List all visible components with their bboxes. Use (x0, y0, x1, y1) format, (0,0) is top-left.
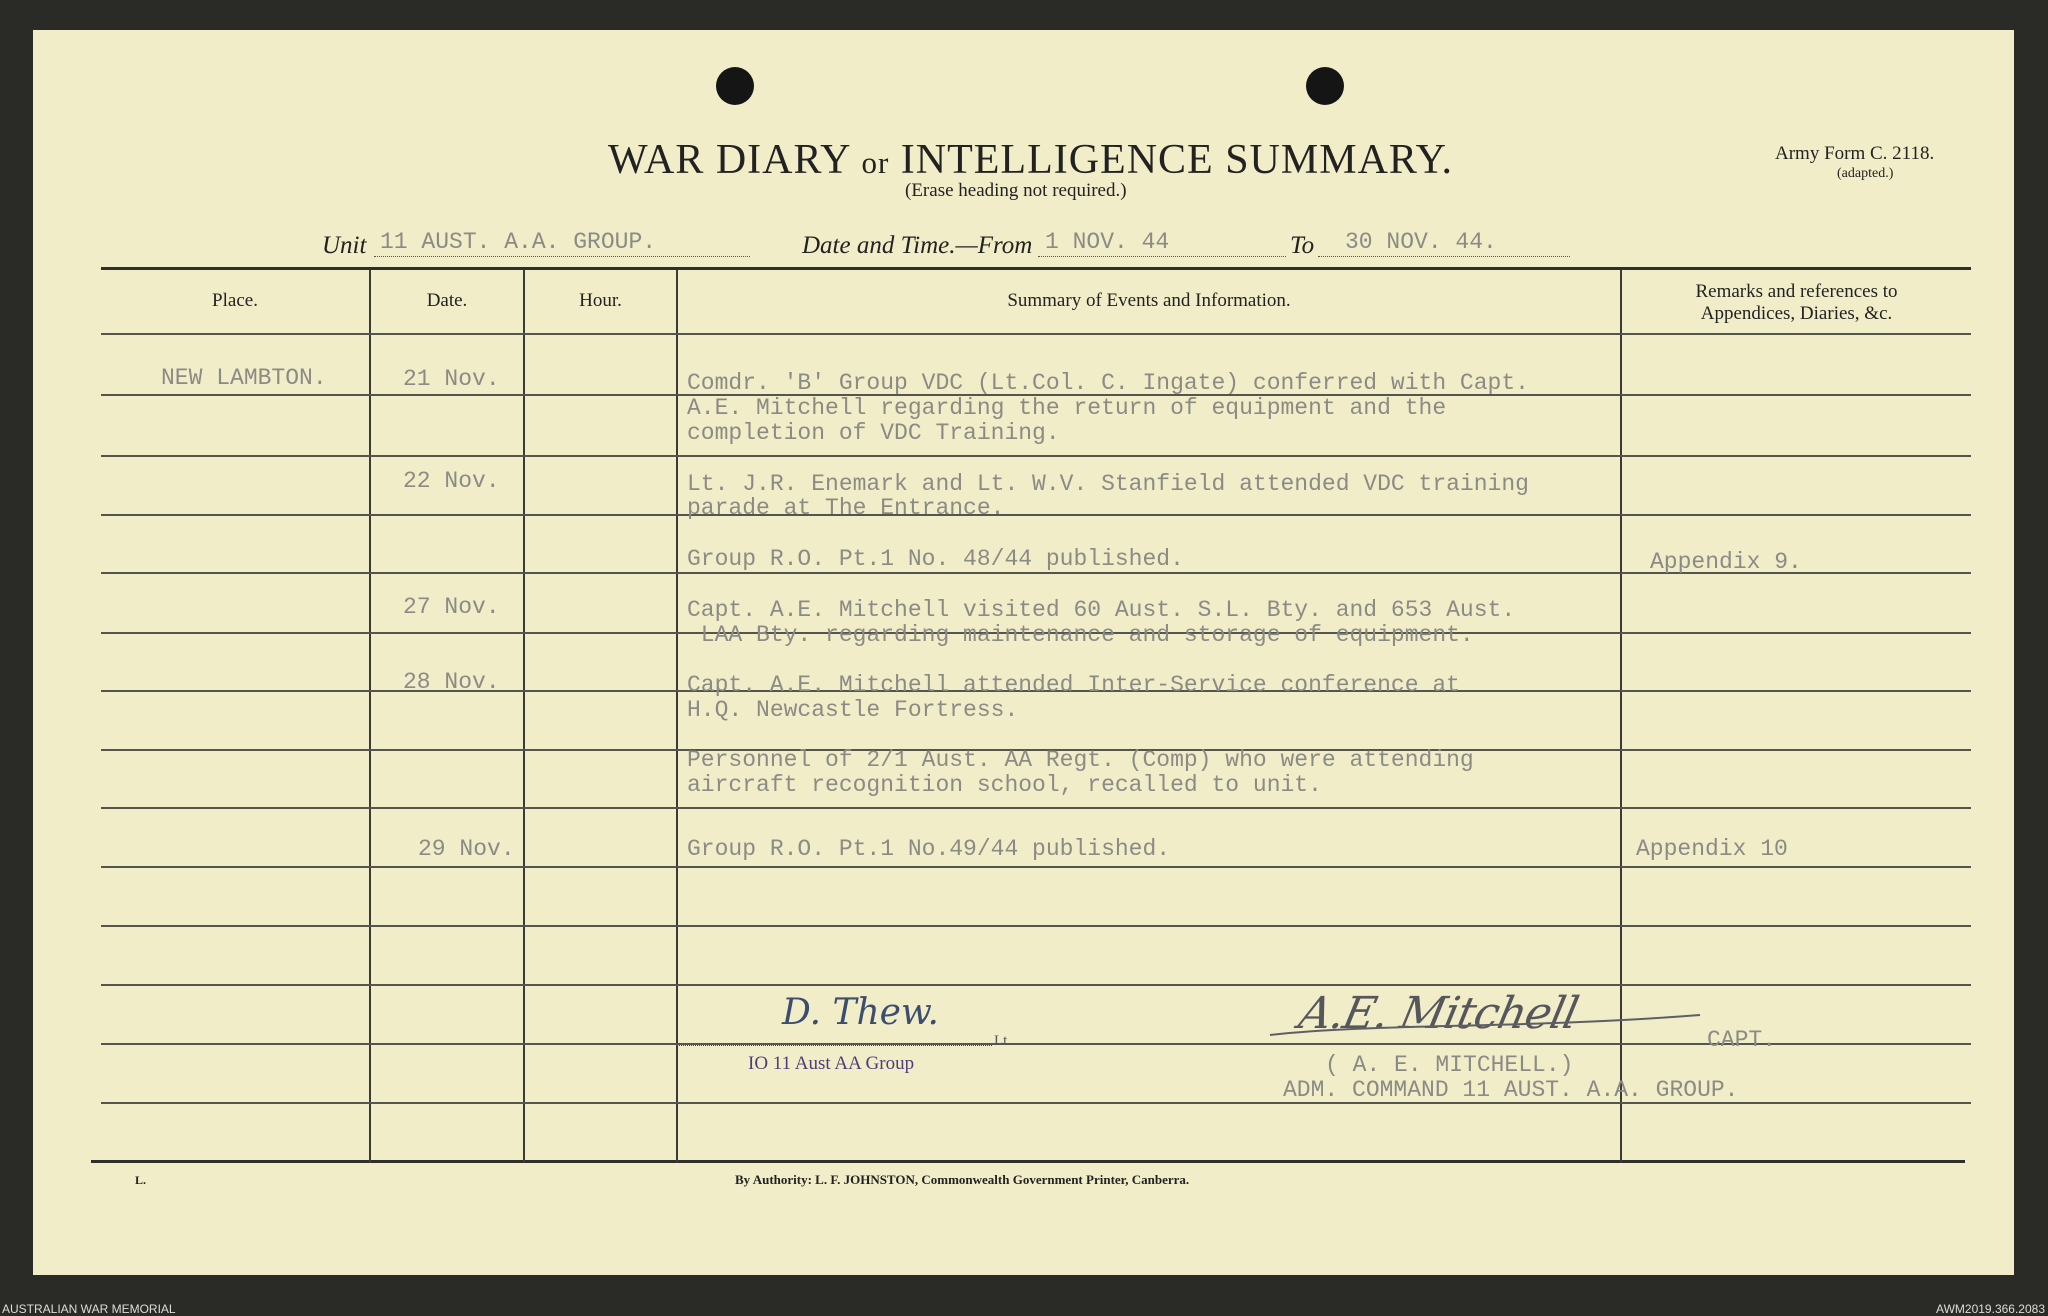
entry-summary-line: H.Q. Newcastle Fortress. (687, 697, 1019, 723)
from-date-value: 1 NOV. 44 (1045, 229, 1170, 255)
column-divider (523, 270, 525, 1163)
officer-stamp: IO 11 Aust AA Group (748, 1053, 915, 1074)
entry-date: 27 Nov. (403, 594, 500, 620)
entry-summary-line: aircraft recognition school, recalled to unit. (687, 772, 1322, 798)
unit-label: Unit (322, 232, 367, 259)
entry-date: 29 Nov. (418, 836, 515, 862)
form-subtitle: (Erase heading not required.) (905, 180, 1127, 201)
entry-date: 22 Nov. (403, 468, 500, 494)
signature-flourish (1260, 985, 1720, 1055)
entry-summary-line: Capt. A.E. Mitchell attended Inter-Service conference at (687, 672, 1460, 698)
entry-summary-line: Group R.O. Pt.1 No. 48/44 published. (687, 546, 1184, 572)
unit-dotted-line (374, 256, 750, 257)
title-war-diary: WAR DIARY (608, 137, 850, 183)
header-date: Date. (426, 290, 468, 311)
army-form-number: Army Form C. 2118. (1775, 143, 1935, 164)
column-divider (369, 270, 371, 1163)
ruled-line (101, 333, 1971, 335)
ruled-line (101, 807, 1971, 809)
date-time-label: Date and Time.—From (802, 232, 1033, 259)
signature-dotted-line (676, 1045, 992, 1046)
title-intelligence-summary: INTELLIGENCE SUMMARY. (900, 137, 1454, 183)
table-top-rule (101, 267, 1971, 270)
ruled-line (101, 455, 1971, 457)
header-remarks-line-2: Appendices, Diaries, &c. (1700, 303, 1893, 324)
punch-hole (716, 67, 754, 105)
form-mark: L. (135, 1173, 147, 1187)
unit-value: 11 AUST. A.A. GROUP. (380, 229, 657, 255)
entry-remarks: Appendix 9. (1650, 549, 1802, 575)
entry-summary-line: A.E. Mitchell regarding the return of equipment and the (687, 395, 1447, 421)
signature-rank-capt: CAPT. (1707, 1027, 1777, 1053)
punch-hole (1306, 67, 1344, 105)
entry-summary-line: Comdr. 'B' Group VDC (Lt.Col. C. Ingate) conferred with Capt. (687, 370, 1529, 396)
archive-caption: AUSTRALIAN WAR MEMORIAL (2, 1302, 176, 1316)
table-bottom-rule (91, 1160, 1965, 1163)
entry-summary-line: Lt. J.R. Enemark and Lt. W.V. Stanfield attended VDC training (687, 471, 1529, 497)
printer-authority: By Authority: L. F. JOHNSTON, Commonwealth Government Printer, Canberra. (735, 1172, 1190, 1187)
entry-summary-line: Group R.O. Pt.1 No.49/44 published. (687, 836, 1171, 862)
signatory-name: ( A. E. MITCHELL.) (1325, 1052, 1574, 1078)
to-label: To (1290, 232, 1315, 259)
entry-summary-line: Capt. A.E. Mitchell visited 60 Aust. S.L. Bty. and 653 Aust. (687, 597, 1516, 623)
entry-summary-line: parade at The Entrance. (687, 495, 1005, 521)
signatory-title: ADM. COMMAND 11 AUST. A.A. GROUP. (1283, 1077, 1739, 1103)
entry-date: 28 Nov. (403, 669, 500, 695)
column-divider (676, 270, 678, 1163)
entry-summary-line: completion of VDC Training. (687, 420, 1060, 446)
entry-date: 21 Nov. (403, 366, 500, 392)
header-remarks (1622, 281, 1971, 325)
archive-reference: AWM2019.366.2083 (1936, 1302, 2045, 1316)
form-title (608, 136, 1453, 184)
army-form-adapted: (adapted.) (1837, 166, 1894, 181)
to-dotted-line (1318, 256, 1570, 257)
entry-place: NEW LAMBTON. (161, 365, 327, 391)
signature-commander: A.E. Mitchell (1294, 988, 1583, 1039)
header-remarks-line-1: Remarks and references to (1695, 281, 1898, 302)
header-hour: Hour. (579, 290, 622, 311)
signature-rank-lt: Lt. (994, 1033, 1012, 1049)
ruled-line (101, 866, 1971, 868)
header-summary: Summary of Events and Information. (1007, 290, 1291, 311)
entry-summary-line: LAA Bty. regarding maintenance and storage of equipment. (687, 622, 1474, 648)
title-or: or (861, 145, 890, 180)
entry-summary-line: Personnel of 2/1 Aust. AA Regt. (Comp) who were attending (687, 747, 1474, 773)
entry-remarks: Appendix 10 (1636, 836, 1788, 862)
ruled-line (101, 514, 1971, 516)
from-dotted-line (1038, 256, 1286, 257)
to-date-value: 30 NOV. 44. (1345, 229, 1497, 255)
header-place: Place. (212, 290, 258, 311)
signature-intelligence-officer: D. Thew. (782, 992, 939, 1033)
ruled-line (101, 925, 1971, 927)
